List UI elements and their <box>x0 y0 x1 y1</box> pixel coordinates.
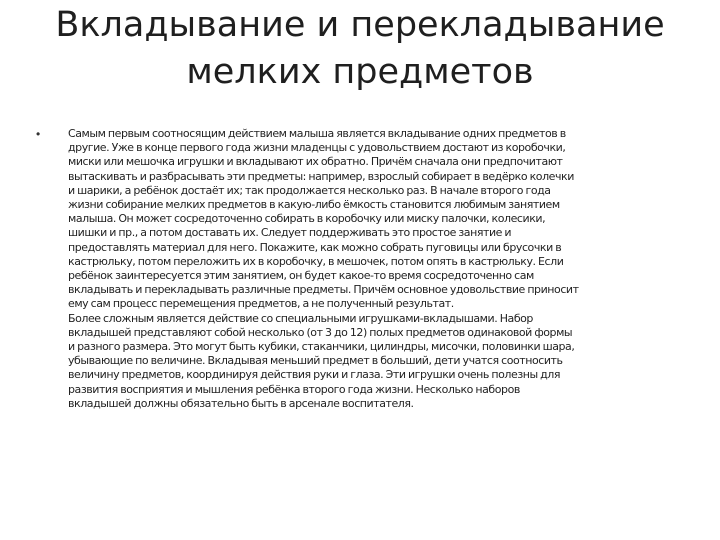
paragraph-line: вкладышей представляют собой несколько (от 3 до 12) полых предметов одинаковой формы <box>68 325 573 339</box>
paragraph-line: другие. Уже в конце первого года жизни младенцы с удовольствием достают из коробочки, <box>68 141 566 155</box>
paragraph-line: Более сложным является действие со специальными игрушками-вкладышами. Набор <box>68 311 533 325</box>
paragraph-line: Самым первым соотносящим действием малыша является вкладывание одних предметов в <box>68 127 566 140</box>
paragraph-line: развития восприятия и мышления ребёнка второго года жизни. Несколько наборов <box>68 382 520 396</box>
paragraph-line: вкладышей должны обязательно быть в арсенале воспитателя. <box>68 396 414 410</box>
bullet-paragraph <box>68 127 680 411</box>
paragraph-line: величину предметов, координируя действия руки и глаза. Эти игрушки очень полезны для <box>68 368 561 382</box>
slide-title-line: мелких предметов <box>186 52 534 92</box>
slide-title <box>40 2 680 96</box>
paragraph-line: и разного размера. Это могут быть кубики, стаканчики, цилиндры, мисочки, половинки шара, <box>68 340 575 354</box>
paragraph-line: ему сам процесс перемещения предметов, а не полученный результат. <box>68 297 454 311</box>
paragraph-line: шишки и пр., а потом доставать их. Следует поддерживать это простое занятие и <box>68 226 512 240</box>
paragraph-line: ребёнок заинтересуется этим занятием, он будет какое-то время сосредоточенно сам <box>68 269 534 283</box>
paragraph-line: убывающие по величине. Вкладывая меньший предмет в больший, дети учатся соотносить <box>68 354 563 368</box>
slide-title-line: Вкладывание и перекладывание <box>55 5 665 45</box>
paragraph-line: вкладывать и перекладывать различные предметы. Причём основное удовольствие приносит <box>68 283 579 297</box>
paragraph-line: миски или мешочка игрушки и вкладывают их обратно. Причём сначала они предпочитают <box>68 155 563 169</box>
paragraph-line: кастрюльку, потом переложить их в коробочку, в мешочек, потом опять в кастрюльку. Если <box>68 254 564 268</box>
paragraph-line: и шарики, а ребёнок достаёт их; так продолжается несколько раз. В начале второго года <box>68 183 551 197</box>
paragraph-line: вытаскивать и разбрасывать эти предметы: например, взрослый собирает в ведёрко колечки <box>68 169 574 183</box>
bullet-marker: • <box>36 127 41 141</box>
paragraph-line: малыша. Он может сосредоточенно собирать в коробочку или миску палочки, колесики, <box>68 212 546 226</box>
paragraph-line: жизни собирание мелких предметов в какую-либо ёмкость становится любимым занятием <box>68 198 560 212</box>
paragraph-line: предоставлять материал для него. Покажите, как можно собрать пуговицы или брусочки в <box>68 240 562 254</box>
